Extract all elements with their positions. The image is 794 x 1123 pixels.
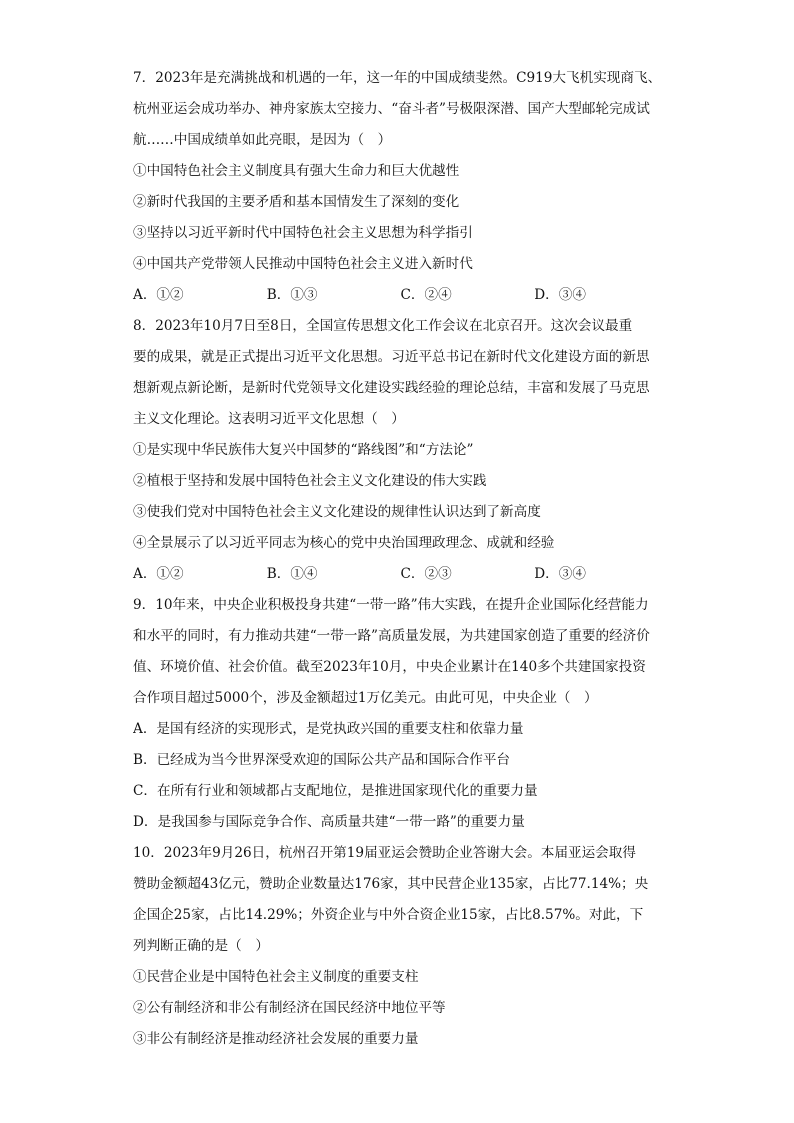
statement-1: ①民营企业是中国特色社会主义制度的重要支柱 xyxy=(133,969,419,985)
question-stem-line: 赞助金额超43亿元，赞助企业数量达176家，其中民营企业135家，占比77.14%；央 xyxy=(133,876,649,892)
question-7 xyxy=(133,63,668,311)
answer-options xyxy=(133,559,668,590)
statement-3: ③非公有制经济是推动经济社会发展的重要力量 xyxy=(133,1031,419,1047)
question-stem-line: 9．10年来，中央企业积极投身共建“一带一路”伟大实践，在提升企业国际化经营能力 xyxy=(133,597,649,613)
statement-2: ②植根于坚持和发展中国特色社会主义文化建设的伟大实践 xyxy=(133,473,487,489)
choice-b: B．已经成为当今世界深受欢迎的国际公共产品和国际合作平台 xyxy=(133,752,511,768)
statement-1: ①中国特色社会主义制度具有强大生命力和巨大优越性 xyxy=(133,163,460,179)
choice-d: D．是我国参与国际竞争合作、高质量共建“一带一路”的重要力量 xyxy=(133,814,525,830)
statement-4: ④全景展示了以习近平同志为核心的党中央治国理政理念、成就和经验 xyxy=(133,535,555,551)
statement-3: ③使我们党对中国特色社会主义文化建设的规律性认识达到了新高度 xyxy=(133,504,541,520)
question-stem-line: 和水平的同时，有力推动共建“一带一路”高质量发展，为共建国家创造了重要的经济价 xyxy=(133,628,650,644)
option-c: C．②③ xyxy=(400,566,452,582)
option-d: D．③④ xyxy=(534,566,586,582)
statement-1: ①是实现中华民族伟大复兴中国梦的“路线图”和“方法论” xyxy=(133,442,474,458)
question-stem-line: 7．2023年是充满挑战和机遇的一年，这一年的中国成绩斐然。C919大飞机实现商飞、 xyxy=(133,70,662,86)
question-stem-line: 航……中国成绩单如此亮眼，是因为（ ） xyxy=(133,132,392,148)
question-stem-line: 想新观点新论断，是新时代党领导文化建设实践经验的理论总结，丰富和发展了马克思 xyxy=(133,380,650,396)
question-stem-line: 合作项目超过5000个，涉及金额超过1万亿美元。由此可见，中央企业（ ） xyxy=(133,690,598,706)
question-stem-line: 值、环境价值、社会价值。截至2023年10月，中央企业累计在140多个共建国家投资 xyxy=(133,659,646,675)
option-a: A．①② xyxy=(133,566,184,582)
option-d: D．③④ xyxy=(534,287,586,303)
option-a: A．①② xyxy=(133,287,184,303)
question-stem-line: 8．2023年10月7日至8日，全国宣传思想文化工作会议在北京召开。这次会议最重 xyxy=(133,318,633,334)
option-c: C．②④ xyxy=(400,287,452,303)
question-stem-line: 10．2023年9月26日，杭州召开第19届亚运会赞助企业答谢大会。本届亚运会取得 xyxy=(133,845,636,861)
question-stem-line: 杭州亚运会成功举办、神舟家族太空接力、“奋斗者”号极限深潜、国产大型邮轮完成试 xyxy=(133,101,650,117)
question-8 xyxy=(133,311,668,590)
question-stem-line: 列判断正确的是（ ） xyxy=(133,938,269,954)
choice-a: A．是国有经济的实现形式，是党执政兴国的重要支柱和依靠力量 xyxy=(133,721,524,737)
question-stem-line: 企国企25家，占比14.29%；外资企业与中外合资企业15家，占比8.57%。对此，下 xyxy=(133,907,644,923)
answer-options xyxy=(133,280,668,311)
question-stem-line: 主义文化理论。这表明习近平文化思想（ ） xyxy=(133,411,405,427)
choice-c: C．在所有行业和领域都占支配地位，是推进国家现代化的重要力量 xyxy=(133,783,538,799)
option-b: B．①③ xyxy=(266,287,318,303)
exam-page xyxy=(133,63,668,1055)
question-9 xyxy=(133,590,668,838)
question-stem-line: 要的成果，就是正式提出习近平文化思想。习近平总书记在新时代文化建设方面的新思 xyxy=(133,349,650,365)
question-10 xyxy=(133,838,668,1055)
statement-3: ③坚持以习近平新时代中国特色社会主义思想为科学指引 xyxy=(133,225,473,241)
statement-2: ②公有制经济和非公有制经济在国民经济中地位平等 xyxy=(133,1000,446,1016)
statement-4: ④中国共产党带领人民推动中国特色社会主义进入新时代 xyxy=(133,256,473,272)
statement-2: ②新时代我国的主要矛盾和基本国情发生了深刻的变化 xyxy=(133,194,460,210)
option-b: B．①④ xyxy=(266,566,318,582)
